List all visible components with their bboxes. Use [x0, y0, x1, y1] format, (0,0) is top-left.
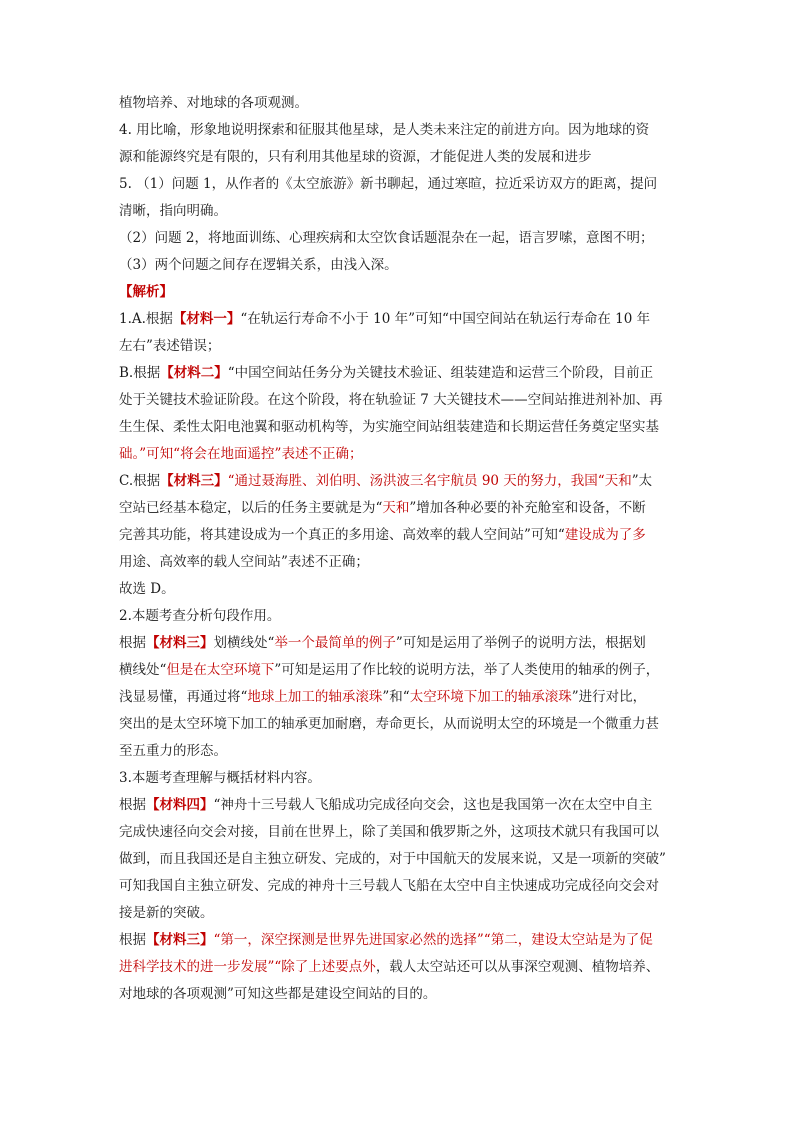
text-segment: 根据	[119, 797, 146, 813]
text-segment: 完善其功能，将其建设成为一个真正的多用途、高效率的载人空间站”可知“	[119, 527, 565, 543]
text-segment: 故选 D。	[119, 581, 175, 597]
text-segment: （3）两个问题之间存在逻辑关系，由浅入深。	[119, 257, 398, 273]
text-line	[119, 711, 679, 738]
text-segment: 根据	[119, 635, 146, 651]
text-segment: 对地球的各项观测”可知这些都是建设空间站的目的。	[119, 986, 437, 1002]
text-line	[119, 117, 679, 144]
text-line	[119, 873, 679, 900]
text-line	[119, 198, 679, 225]
text-segment: 横线处“	[119, 662, 167, 678]
answer-analysis-text	[119, 90, 679, 1008]
text-line	[119, 360, 679, 387]
text-segment: 础。”可知“将会在地面遥控”表述不正确；	[119, 446, 363, 462]
text-line	[119, 171, 679, 198]
text-segment: B.根据	[119, 365, 161, 381]
text-segment: 突出的是太空环境下加工的轴承更加耐磨，寿命更长，从而说明太空的环境是一个微重力甚	[119, 716, 659, 732]
text-segment: “神舟十三号载人飞船成功完成径向交会，这也是我国第一次在太空中自主	[213, 797, 653, 813]
text-line	[119, 738, 679, 765]
text-segment: 源和能源终究是有限的，只有利用其他星球的资源，才能促进人类的发展和进步	[119, 149, 592, 165]
text-line	[119, 333, 679, 360]
text-segment: “在轨运行寿命不小于 10 年”可知“中国空间站在轨运行寿命在 10 年	[240, 311, 651, 327]
text-segment: 左右”表述错误；	[119, 338, 221, 354]
text-line	[119, 792, 679, 819]
text-line	[119, 900, 679, 927]
text-segment: 【解析】	[119, 284, 173, 300]
text-segment: 但是在太空环境下	[166, 662, 275, 678]
text-segment: 处于关键技术验证阶段。在这个阶段，将在轨验证 7 大关键技术——空间站推进剂补加、再	[119, 392, 663, 408]
text-segment: ”进行对比，	[571, 689, 647, 705]
text-segment: 4. 用比喻，形象地说明探索和征服其他星球，是人类未来注定的前进方向。因为地球的资	[119, 122, 650, 138]
text-segment: ”可知是运用了作比较的说明方法，举了人类使用的轴承的例子，	[274, 662, 660, 678]
text-line	[119, 927, 679, 954]
text-segment: 植物培养、对地球的各项观测。	[119, 95, 308, 111]
text-line	[119, 657, 679, 684]
text-segment: 划横线处“	[213, 635, 275, 651]
text-segment: 太空环境下加工的轴承滚珠	[409, 689, 572, 705]
text-segment: ”可知是运用了举例子的说明方法，根据划	[395, 635, 646, 651]
text-line	[119, 765, 679, 792]
text-segment: 举一个最简单的例子	[274, 635, 396, 651]
text-line	[119, 225, 679, 252]
text-segment: 5. （1）问题 1，从作者的《太空旅游》新书聊起，通过寒暄，拉近采访双方的距离，提问	[119, 176, 658, 192]
text-line	[119, 549, 679, 576]
text-line	[119, 846, 679, 873]
text-segment: 做到，而且我国还是自主独立研发、完成的，对于中国航天的发展来说，又是一项新的突破”	[119, 851, 666, 867]
text-segment: 【材料三】	[146, 635, 214, 651]
text-segment: 接是新的突破。	[119, 905, 214, 921]
text-line	[119, 414, 679, 441]
text-segment: （2）问题 2，将地面训练、心理疾病和太空饮食话题混杂在一起，语言罗嗦，意图不明；	[119, 230, 654, 246]
text-line	[119, 468, 679, 495]
text-segment: 【材料三】	[160, 473, 228, 489]
text-segment: 【材料一】	[172, 311, 241, 327]
text-line	[119, 441, 679, 468]
text-segment: ”增加各种必要的补充舱室和设备，不断	[409, 500, 646, 516]
text-segment: 天和	[382, 500, 410, 516]
text-segment: 3.本题考查理解与概括材料内容。	[119, 770, 321, 786]
text-line	[119, 495, 679, 522]
text-line	[119, 981, 679, 1008]
text-line	[119, 90, 679, 117]
text-line	[119, 684, 679, 711]
text-line	[119, 144, 679, 171]
text-segment: ，载人太空站还可以从事深空观测、植物培养、	[375, 959, 660, 975]
text-line	[119, 576, 679, 603]
text-segment: 根据	[119, 932, 146, 948]
text-line	[119, 603, 679, 630]
text-segment: 1.A.根据	[119, 311, 173, 327]
text-line	[119, 306, 679, 333]
text-segment: 完成快速径向交会对接，目前在世界上，除了美国和俄罗斯之外，这项技术就只有我国可以	[119, 824, 659, 840]
text-segment: C.根据	[119, 473, 161, 489]
text-segment: 清晰，指向明确。	[119, 203, 227, 219]
text-segment: 【材料三】	[146, 932, 214, 948]
text-segment: 进科学技术的进一步发展”“除了上述要点外	[119, 959, 376, 975]
text-segment: 地球上加工的轴承滚珠	[247, 689, 383, 705]
text-segment: “中国空间站任务分为关键技术验证、组装建造和运营三个阶段，目前正	[227, 365, 654, 381]
text-segment: “通过聂海胜、刘伯明、汤洪波三名宇航员 90 天的努力，我国“	[227, 473, 605, 489]
text-segment: 【材料四】	[146, 797, 214, 813]
text-segment: 浅显易懂，再通过将“	[119, 689, 248, 705]
text-segment: 可知我国自主独立研发、完成的神舟十三号载人飞船在太空中自主快速成功完成径向交会对	[119, 878, 659, 894]
text-line	[119, 954, 679, 981]
text-segment: ”和“	[382, 689, 410, 705]
text-segment: 建设成为了多	[564, 527, 646, 543]
text-segment: 用途、高效率的载人空间站”表述不正确；	[119, 554, 369, 570]
text-segment: “第一，深空探测是世界先进国家必然的选择”“第二，建设太空站是为了促	[213, 932, 653, 948]
text-segment: 【材料二】	[160, 365, 228, 381]
text-segment: 生生保、柔性太阳电池翼和驱动机构等，为实施空间站组装建造和长期运营任务奠定坚实基	[119, 419, 659, 435]
text-segment: 天和	[604, 473, 632, 489]
text-line	[119, 819, 679, 846]
text-line	[119, 252, 679, 279]
text-segment: 2.本题考查分析句段作用。	[119, 608, 281, 624]
text-segment: 空站已经基本稳定，以后的任务主要就是为“	[119, 500, 383, 516]
text-line	[119, 279, 679, 306]
text-segment: 至五重力的形态。	[119, 743, 227, 759]
text-line	[119, 387, 679, 414]
text-segment: ”太	[631, 473, 653, 489]
text-line	[119, 522, 679, 549]
text-line	[119, 630, 679, 657]
